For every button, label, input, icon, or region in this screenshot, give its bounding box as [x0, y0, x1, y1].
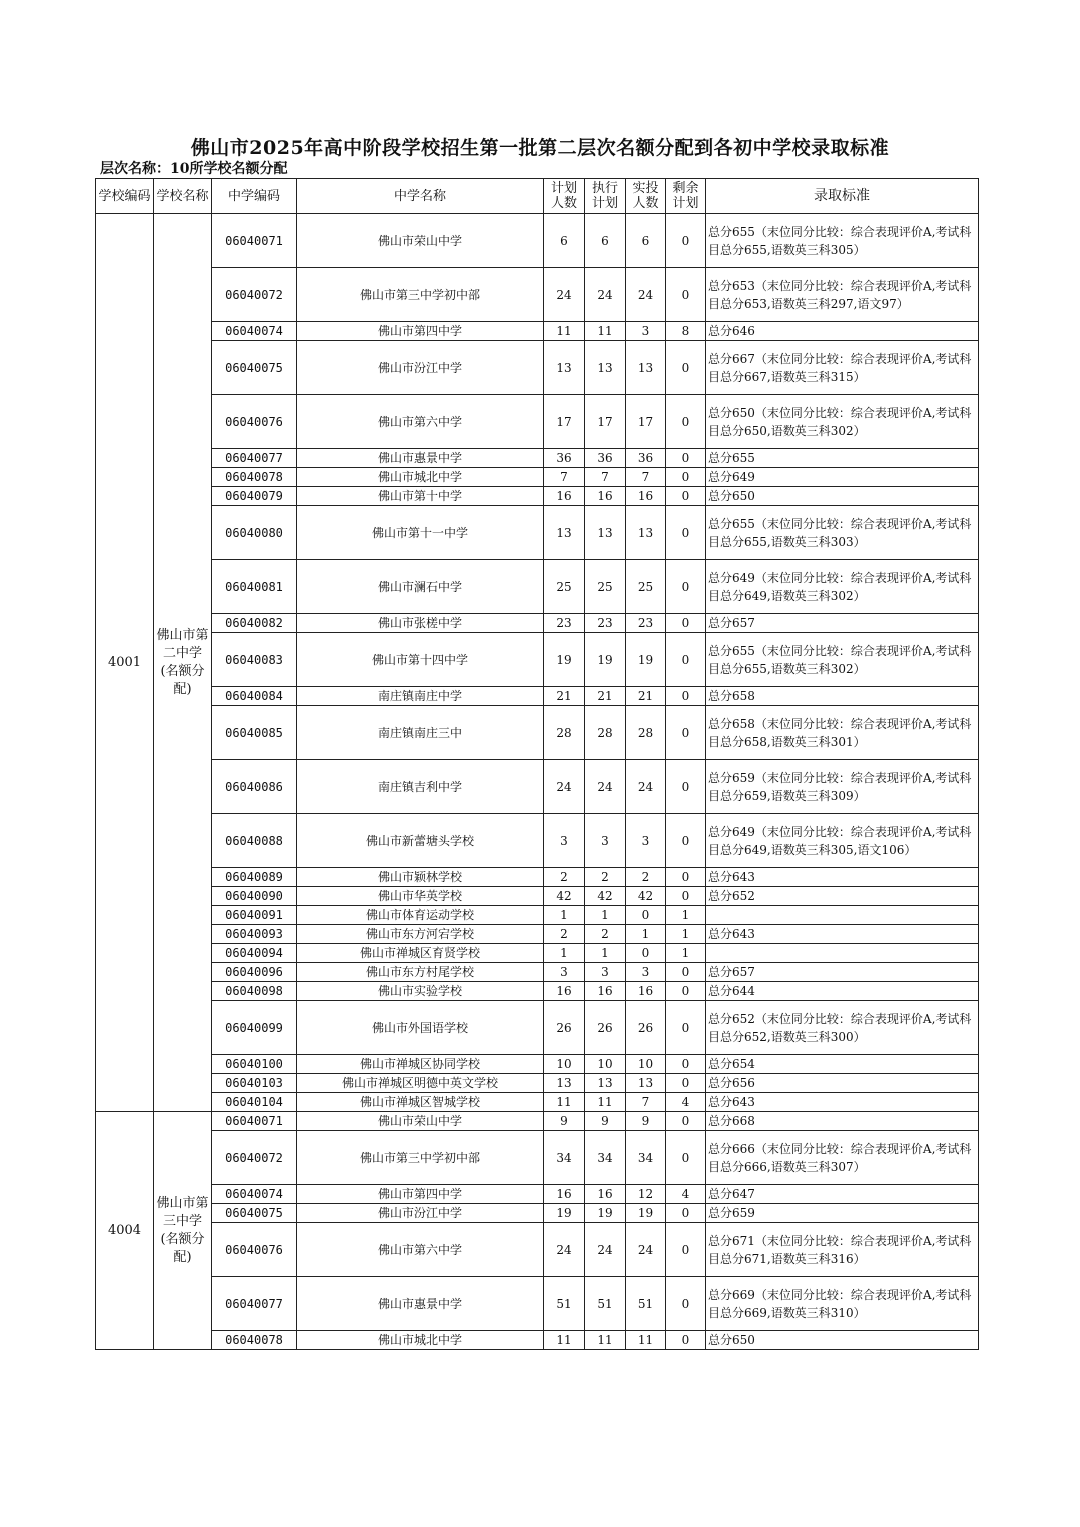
table-row: [96, 1204, 979, 1223]
ms-name-cell: 佛山市东方村尾学校: [297, 963, 544, 982]
ms-criteria-cell: [706, 944, 979, 963]
ms-exec-cell: 51: [585, 1277, 626, 1331]
table-row: [96, 1001, 979, 1055]
level-name: 层次名称：10所学校名额分配: [100, 161, 288, 177]
ms-criteria-cell: 总分650: [706, 487, 979, 506]
ms-actual-cell: 3: [626, 322, 666, 341]
ms-remain-cell: 0: [666, 687, 706, 706]
ms-name-cell: 南庄镇南庄中学: [297, 687, 544, 706]
ms-criteria-cell: 总分655: [706, 449, 979, 468]
school-code-cell: 4004: [96, 1112, 154, 1350]
ms-remain-cell: 0: [666, 449, 706, 468]
ms-criteria-cell: 总分649（末位同分比较：综合表现评价A,考试科目总分649,语数英三科302）: [706, 560, 979, 614]
ms-exec-cell: 13: [585, 1074, 626, 1093]
ms-exec-cell: 10: [585, 1055, 626, 1074]
ms-remain-cell: 0: [666, 560, 706, 614]
ms-name-cell: 佛山市外国语学校: [297, 1001, 544, 1055]
ms-remain-cell: 0: [666, 982, 706, 1001]
ms-remain-cell: 4: [666, 1185, 706, 1204]
ms-name-cell: 佛山市第十四中学: [297, 633, 544, 687]
ms-exec-cell: 21: [585, 687, 626, 706]
ms-exec-cell: 9: [585, 1112, 626, 1131]
ms-code-cell: 06040093: [212, 925, 297, 944]
ms-exec-cell: 26: [585, 1001, 626, 1055]
ms-code-cell: 06040082: [212, 614, 297, 633]
ms-exec-cell: 11: [585, 1093, 626, 1112]
table-row: [96, 706, 979, 760]
ms-remain-cell: 0: [666, 760, 706, 814]
ms-actual-cell: 24: [626, 760, 666, 814]
ms-plan-cell: 2: [544, 868, 585, 887]
ms-exec-cell: 6: [585, 214, 626, 268]
table-row: [96, 760, 979, 814]
ms-code-cell: 06040094: [212, 944, 297, 963]
ms-code-cell: 06040074: [212, 322, 297, 341]
ms-criteria-cell: 总分657: [706, 963, 979, 982]
ms-actual-cell: 0: [626, 944, 666, 963]
ms-plan-cell: 34: [544, 1131, 585, 1185]
ms-name-cell: 佛山市荣山中学: [297, 214, 544, 268]
ms-name-cell: 佛山市实验学校: [297, 982, 544, 1001]
ms-exec-cell: 13: [585, 341, 626, 395]
ms-name-cell: 佛山市华英学校: [297, 887, 544, 906]
ms-exec-cell: 17: [585, 395, 626, 449]
ms-criteria-cell: 总分650: [706, 1331, 979, 1350]
ms-remain-cell: 1: [666, 944, 706, 963]
ms-exec-cell: 28: [585, 706, 626, 760]
table-row: [96, 887, 979, 906]
ms-actual-cell: 11: [626, 1331, 666, 1350]
header-plan: 计划人数: [544, 179, 585, 214]
ms-remain-cell: 8: [666, 322, 706, 341]
ms-code-cell: 06040104: [212, 1093, 297, 1112]
ms-exec-cell: 24: [585, 1223, 626, 1277]
ms-exec-cell: 1: [585, 944, 626, 963]
ms-plan-cell: 11: [544, 322, 585, 341]
ms-remain-cell: 0: [666, 214, 706, 268]
ms-criteria-cell: 总分646: [706, 322, 979, 341]
ms-actual-cell: 3: [626, 963, 666, 982]
table-row: [96, 1185, 979, 1204]
ms-criteria-cell: 总分658（末位同分比较：综合表现评价A,考试科目总分658,语数英三科301）: [706, 706, 979, 760]
ms-criteria-cell: 总分647: [706, 1185, 979, 1204]
ms-actual-cell: 0: [626, 906, 666, 925]
ms-code-cell: 06040076: [212, 395, 297, 449]
ms-name-cell: 南庄镇吉利中学: [297, 760, 544, 814]
ms-criteria-cell: 总分655（末位同分比较：综合表现评价A,考试科目总分655,语数英三科303）: [706, 506, 979, 560]
ms-code-cell: 06040096: [212, 963, 297, 982]
ms-name-cell: 佛山市东方河宕学校: [297, 925, 544, 944]
ms-actual-cell: 28: [626, 706, 666, 760]
ms-plan-cell: 17: [544, 395, 585, 449]
table-row: [96, 468, 979, 487]
ms-name-cell: 佛山市新蕾塘头学校: [297, 814, 544, 868]
table-row: [96, 1331, 979, 1350]
ms-actual-cell: 16: [626, 982, 666, 1001]
ms-exec-cell: 13: [585, 506, 626, 560]
ms-criteria-cell: 总分656: [706, 1074, 979, 1093]
ms-plan-cell: 2: [544, 925, 585, 944]
ms-criteria-cell: 总分653（末位同分比较：综合表现评价A,考试科目总分653,语数英三科297,语文97）: [706, 268, 979, 322]
ms-name-cell: 佛山市第六中学: [297, 1223, 544, 1277]
ms-plan-cell: 24: [544, 1223, 585, 1277]
ms-actual-cell: 1: [626, 925, 666, 944]
table-row: [96, 1112, 979, 1131]
ms-code-cell: 06040081: [212, 560, 297, 614]
ms-actual-cell: 17: [626, 395, 666, 449]
table-row: [96, 1093, 979, 1112]
ms-remain-cell: 0: [666, 1001, 706, 1055]
ms-actual-cell: 13: [626, 1074, 666, 1093]
table-row: [96, 982, 979, 1001]
ms-remain-cell: 0: [666, 1074, 706, 1093]
ms-actual-cell: 13: [626, 506, 666, 560]
table-row: [96, 1131, 979, 1185]
ms-actual-cell: 36: [626, 449, 666, 468]
ms-name-cell: 佛山市第四中学: [297, 1185, 544, 1204]
ms-criteria-cell: 总分657: [706, 614, 979, 633]
ms-remain-cell: 0: [666, 487, 706, 506]
table-row: [96, 322, 979, 341]
ms-code-cell: 06040083: [212, 633, 297, 687]
ms-plan-cell: 11: [544, 1093, 585, 1112]
school-code-cell: 4001: [96, 214, 154, 1112]
table-row: [96, 268, 979, 322]
ms-criteria-cell: 总分652（末位同分比较：综合表现评价A,考试科目总分652,语数英三科300）: [706, 1001, 979, 1055]
ms-remain-cell: 0: [666, 633, 706, 687]
ms-remain-cell: 0: [666, 868, 706, 887]
table-row: [96, 487, 979, 506]
header-ms-code: 中学编码: [212, 179, 297, 214]
ms-plan-cell: 1: [544, 944, 585, 963]
ms-code-cell: 06040080: [212, 506, 297, 560]
ms-plan-cell: 1: [544, 906, 585, 925]
ms-code-cell: 06040084: [212, 687, 297, 706]
ms-name-cell: 佛山市荣山中学: [297, 1112, 544, 1131]
ms-code-cell: 06040079: [212, 487, 297, 506]
ms-actual-cell: 12: [626, 1185, 666, 1204]
ms-code-cell: 06040098: [212, 982, 297, 1001]
ms-plan-cell: 42: [544, 887, 585, 906]
ms-remain-cell: 0: [666, 814, 706, 868]
ms-code-cell: 06040103: [212, 1074, 297, 1093]
ms-code-cell: 06040086: [212, 760, 297, 814]
ms-criteria-cell: 总分649: [706, 468, 979, 487]
ms-actual-cell: 51: [626, 1277, 666, 1331]
ms-actual-cell: 21: [626, 687, 666, 706]
ms-exec-cell: 11: [585, 322, 626, 341]
ms-name-cell: 佛山市禅城区智城学校: [297, 1093, 544, 1112]
ms-remain-cell: 0: [666, 506, 706, 560]
ms-plan-cell: 28: [544, 706, 585, 760]
table-row: [96, 687, 979, 706]
ms-plan-cell: 3: [544, 963, 585, 982]
header-school-code: 学校编码: [96, 179, 154, 214]
ms-exec-cell: 24: [585, 760, 626, 814]
ms-name-cell: 佛山市第三中学初中部: [297, 1131, 544, 1185]
ms-remain-cell: 0: [666, 1112, 706, 1131]
ms-plan-cell: 25: [544, 560, 585, 614]
header-remain: 剩余计划: [666, 179, 706, 214]
ms-exec-cell: 1: [585, 906, 626, 925]
ms-name-cell: 佛山市第十中学: [297, 487, 544, 506]
ms-code-cell: 06040075: [212, 341, 297, 395]
ms-actual-cell: 7: [626, 1093, 666, 1112]
ms-criteria-cell: 总分654: [706, 1055, 979, 1074]
ms-plan-cell: 16: [544, 982, 585, 1001]
ms-code-cell: 06040076: [212, 1223, 297, 1277]
ms-remain-cell: 0: [666, 468, 706, 487]
ms-plan-cell: 6: [544, 214, 585, 268]
header-criteria: 录取标准: [706, 179, 979, 214]
ms-exec-cell: 11: [585, 1331, 626, 1350]
ms-code-cell: 06040072: [212, 1131, 297, 1185]
ms-name-cell: 佛山市颖林学校: [297, 868, 544, 887]
ms-name-cell: 佛山市汾江中学: [297, 341, 544, 395]
table-row: [96, 963, 979, 982]
ms-criteria-cell: 总分644: [706, 982, 979, 1001]
ms-criteria-cell: 总分658: [706, 687, 979, 706]
ms-criteria-cell: 总分649（末位同分比较：综合表现评价A,考试科目总分649,语数英三科305,语文106）: [706, 814, 979, 868]
table-row: [96, 614, 979, 633]
document-title: 佛山市2025年高中阶段学校招生第一批第二层次名额分配到各初中学校录取标准: [190, 137, 890, 159]
school-name-cell: 佛山市第二中学(名额分配): [154, 214, 212, 1112]
ms-name-cell: 佛山市城北中学: [297, 468, 544, 487]
ms-criteria-cell: 总分667（末位同分比较：综合表现评价A,考试科目总分667,语数英三科315）: [706, 341, 979, 395]
ms-actual-cell: 34: [626, 1131, 666, 1185]
ms-exec-cell: 2: [585, 925, 626, 944]
ms-plan-cell: 16: [544, 1185, 585, 1204]
table-row: [96, 814, 979, 868]
ms-remain-cell: 4: [666, 1093, 706, 1112]
ms-remain-cell: 0: [666, 395, 706, 449]
ms-plan-cell: 13: [544, 506, 585, 560]
ms-plan-cell: 11: [544, 1331, 585, 1350]
ms-plan-cell: 36: [544, 449, 585, 468]
ms-name-cell: 佛山市汾江中学: [297, 1204, 544, 1223]
ms-remain-cell: 0: [666, 341, 706, 395]
ms-actual-cell: 13: [626, 341, 666, 395]
ms-actual-cell: 26: [626, 1001, 666, 1055]
table-row: [96, 395, 979, 449]
ms-exec-cell: 16: [585, 982, 626, 1001]
ms-name-cell: 佛山市澜石中学: [297, 560, 544, 614]
table-header-row: [96, 179, 979, 214]
ms-name-cell: 佛山市禅城区协同学校: [297, 1055, 544, 1074]
ms-plan-cell: 13: [544, 341, 585, 395]
ms-exec-cell: 3: [585, 814, 626, 868]
ms-code-cell: 06040089: [212, 868, 297, 887]
ms-criteria-cell: 总分655（末位同分比较：综合表现评价A,考试科目总分655,语数英三科302）: [706, 633, 979, 687]
ms-criteria-cell: 总分643: [706, 925, 979, 944]
ms-plan-cell: 9: [544, 1112, 585, 1131]
ms-code-cell: 06040071: [212, 214, 297, 268]
ms-actual-cell: 3: [626, 814, 666, 868]
ms-code-cell: 06040090: [212, 887, 297, 906]
ms-actual-cell: 23: [626, 614, 666, 633]
header-school-name: 学校名称: [154, 179, 212, 214]
ms-name-cell: 佛山市城北中学: [297, 1331, 544, 1350]
ms-criteria-cell: 总分668: [706, 1112, 979, 1131]
ms-criteria-cell: 总分655（末位同分比较：综合表现评价A,考试科目总分655,语数英三科305）: [706, 214, 979, 268]
ms-code-cell: 06040085: [212, 706, 297, 760]
ms-exec-cell: 36: [585, 449, 626, 468]
ms-criteria-cell: 总分671（末位同分比较：综合表现评价A,考试科目总分671,语数英三科316）: [706, 1223, 979, 1277]
ms-remain-cell: 1: [666, 906, 706, 925]
ms-name-cell: 佛山市第六中学: [297, 395, 544, 449]
ms-criteria-cell: 总分666（末位同分比较：综合表现评价A,考试科目总分666,语数英三科307）: [706, 1131, 979, 1185]
ms-exec-cell: 16: [585, 1185, 626, 1204]
ms-actual-cell: 25: [626, 560, 666, 614]
table-row: [96, 214, 979, 268]
ms-exec-cell: 3: [585, 963, 626, 982]
ms-plan-cell: 23: [544, 614, 585, 633]
ms-code-cell: 06040100: [212, 1055, 297, 1074]
ms-remain-cell: 0: [666, 614, 706, 633]
ms-exec-cell: 42: [585, 887, 626, 906]
school-name-cell: 佛山市第三中学(名额分配): [154, 1112, 212, 1350]
ms-code-cell: 06040074: [212, 1185, 297, 1204]
ms-plan-cell: 19: [544, 1204, 585, 1223]
ms-remain-cell: 0: [666, 887, 706, 906]
ms-code-cell: 06040072: [212, 268, 297, 322]
ms-name-cell: 佛山市张槎中学: [297, 614, 544, 633]
header-exec: 执行计划: [585, 179, 626, 214]
ms-actual-cell: 7: [626, 468, 666, 487]
table-row: [96, 1055, 979, 1074]
ms-remain-cell: 0: [666, 1055, 706, 1074]
ms-actual-cell: 19: [626, 1204, 666, 1223]
header-actual: 实投人数: [626, 179, 666, 214]
ms-name-cell: 佛山市惠景中学: [297, 449, 544, 468]
ms-actual-cell: 42: [626, 887, 666, 906]
ms-exec-cell: 19: [585, 633, 626, 687]
table-row: [96, 341, 979, 395]
ms-plan-cell: 7: [544, 468, 585, 487]
ms-plan-cell: 16: [544, 487, 585, 506]
ms-code-cell: 06040088: [212, 814, 297, 868]
table-row: [96, 560, 979, 614]
ms-plan-cell: 24: [544, 760, 585, 814]
ms-code-cell: 06040077: [212, 1277, 297, 1331]
header-ms-name: 中学名称: [297, 179, 544, 214]
table-row: [96, 1277, 979, 1331]
ms-remain-cell: 0: [666, 1204, 706, 1223]
table-row: [96, 868, 979, 887]
ms-actual-cell: 16: [626, 487, 666, 506]
ms-actual-cell: 10: [626, 1055, 666, 1074]
ms-name-cell: 佛山市禅城区明德中英文学校: [297, 1074, 544, 1093]
ms-remain-cell: 0: [666, 1131, 706, 1185]
ms-plan-cell: 13: [544, 1074, 585, 1093]
ms-plan-cell: 3: [544, 814, 585, 868]
ms-exec-cell: 16: [585, 487, 626, 506]
ms-name-cell: 佛山市体育运动学校: [297, 906, 544, 925]
ms-criteria-cell: 总分643: [706, 868, 979, 887]
ms-actual-cell: 19: [626, 633, 666, 687]
ms-name-cell: 佛山市第四中学: [297, 322, 544, 341]
ms-remain-cell: 0: [666, 706, 706, 760]
ms-actual-cell: 24: [626, 1223, 666, 1277]
ms-remain-cell: 0: [666, 268, 706, 322]
ms-name-cell: 佛山市惠景中学: [297, 1277, 544, 1331]
ms-plan-cell: 51: [544, 1277, 585, 1331]
table-body: [96, 214, 979, 1350]
ms-exec-cell: 24: [585, 268, 626, 322]
ms-remain-cell: 0: [666, 1277, 706, 1331]
table-row: [96, 1074, 979, 1093]
table-row: [96, 906, 979, 925]
ms-remain-cell: 1: [666, 925, 706, 944]
ms-name-cell: 南庄镇南庄三中: [297, 706, 544, 760]
ms-code-cell: 06040078: [212, 468, 297, 487]
ms-exec-cell: 2: [585, 868, 626, 887]
ms-criteria-cell: 总分659: [706, 1204, 979, 1223]
ms-criteria-cell: 总分669（末位同分比较：综合表现评价A,考试科目总分669,语数英三科310）: [706, 1277, 979, 1331]
ms-exec-cell: 7: [585, 468, 626, 487]
table-row: [96, 449, 979, 468]
ms-criteria-cell: 总分643: [706, 1093, 979, 1112]
ms-actual-cell: 2: [626, 868, 666, 887]
ms-criteria-cell: 总分650（末位同分比较：综合表现评价A,考试科目总分650,语数英三科302）: [706, 395, 979, 449]
ms-name-cell: 佛山市第三中学初中部: [297, 268, 544, 322]
ms-code-cell: 06040075: [212, 1204, 297, 1223]
ms-remain-cell: 0: [666, 1331, 706, 1350]
ms-exec-cell: 23: [585, 614, 626, 633]
ms-exec-cell: 25: [585, 560, 626, 614]
admission-table: [95, 178, 979, 1350]
ms-code-cell: 06040077: [212, 449, 297, 468]
ms-code-cell: 06040091: [212, 906, 297, 925]
ms-remain-cell: 0: [666, 963, 706, 982]
ms-criteria-cell: 总分652: [706, 887, 979, 906]
ms-name-cell: 佛山市第十一中学: [297, 506, 544, 560]
ms-plan-cell: 10: [544, 1055, 585, 1074]
ms-plan-cell: 26: [544, 1001, 585, 1055]
ms-actual-cell: 24: [626, 268, 666, 322]
ms-exec-cell: 19: [585, 1204, 626, 1223]
ms-criteria-cell: [706, 906, 979, 925]
table-row: [96, 925, 979, 944]
ms-plan-cell: 21: [544, 687, 585, 706]
ms-exec-cell: 34: [585, 1131, 626, 1185]
ms-code-cell: 06040099: [212, 1001, 297, 1055]
table-row: [96, 1223, 979, 1277]
table-row: [96, 633, 979, 687]
ms-code-cell: 06040071: [212, 1112, 297, 1131]
ms-remain-cell: 0: [666, 1223, 706, 1277]
ms-code-cell: 06040078: [212, 1331, 297, 1350]
ms-name-cell: 佛山市禅城区育贤学校: [297, 944, 544, 963]
table-row: [96, 944, 979, 963]
ms-criteria-cell: 总分659（末位同分比较：综合表现评价A,考试科目总分659,语数英三科309）: [706, 760, 979, 814]
ms-actual-cell: 9: [626, 1112, 666, 1131]
ms-plan-cell: 19: [544, 633, 585, 687]
ms-plan-cell: 24: [544, 268, 585, 322]
ms-actual-cell: 6: [626, 214, 666, 268]
table-row: [96, 506, 979, 560]
